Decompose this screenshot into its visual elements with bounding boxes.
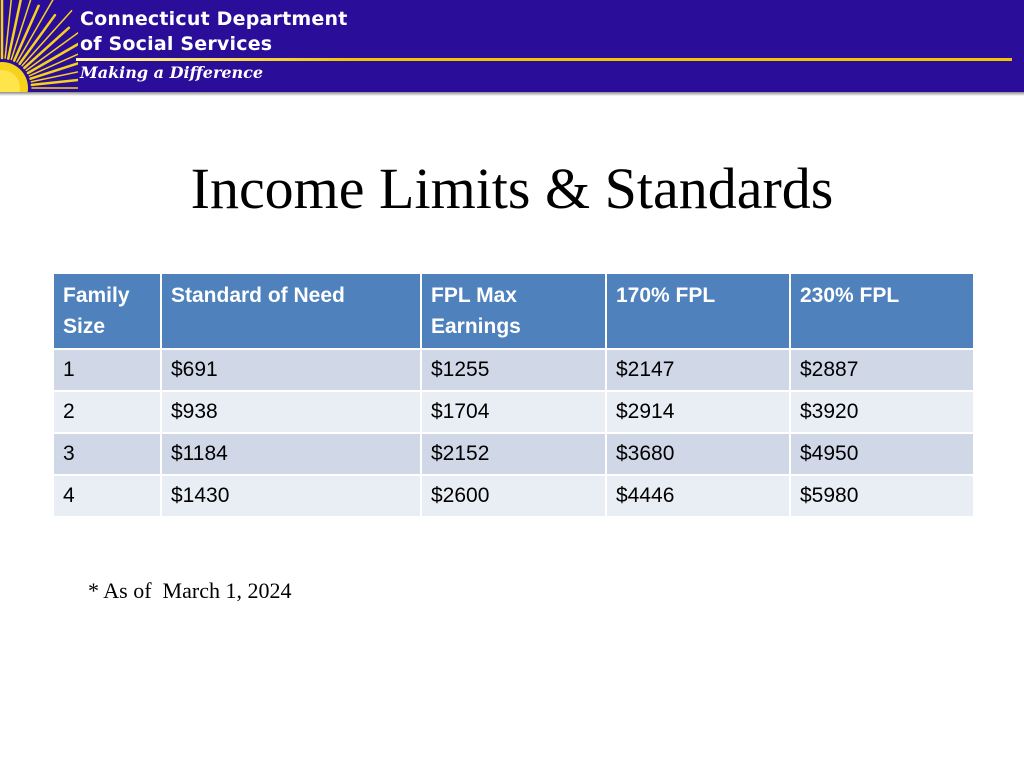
- table-row: [53, 391, 974, 433]
- column-header-230-fpl: 230% FPL: [790, 273, 974, 349]
- table-cell: $3920: [790, 391, 974, 433]
- sunburst-ray: [17, 0, 54, 62]
- table-header-row: [53, 273, 974, 349]
- table-row: [53, 433, 974, 475]
- org-tagline: Making a Difference: [80, 63, 264, 82]
- table-cell: 3: [53, 433, 161, 475]
- table-cell: $3680: [606, 433, 790, 475]
- footnote-date: * As of March 1, 2024: [88, 578, 292, 603]
- table-row: [53, 475, 974, 517]
- sunburst-ray: [22, 11, 72, 66]
- income-limits-table: [52, 272, 975, 518]
- org-name-line-1: Connecticut Department: [80, 8, 348, 30]
- sunburst-ray: [31, 66, 78, 81]
- header-shadow: [0, 92, 1024, 96]
- table-cell: $691: [161, 349, 421, 391]
- table-cell: $2152: [421, 433, 606, 475]
- page-title: Income Limits & Standards: [190, 156, 834, 221]
- sunburst-logo-icon: [0, 0, 78, 92]
- table-cell: $2147: [606, 349, 790, 391]
- table-cell: 1: [53, 349, 161, 391]
- table-cell: $1184: [161, 433, 421, 475]
- table-row: [53, 349, 974, 391]
- table-cell: $2914: [606, 391, 790, 433]
- table-cell: $4446: [606, 475, 790, 517]
- column-header-family-size: Family Size: [53, 273, 161, 349]
- org-name-line-2: of Social Services: [80, 33, 273, 55]
- table-cell: $938: [161, 391, 421, 433]
- header-banner: [0, 0, 1024, 92]
- table-cell: $2600: [421, 475, 606, 517]
- column-header-fpl-max-earnings: FPL Max Earnings: [421, 273, 606, 349]
- column-header-170-fpl: 170% FPL: [606, 273, 790, 349]
- table-cell: $2887: [790, 349, 974, 391]
- table-cell: 2: [53, 391, 161, 433]
- table-cell: 4: [53, 475, 161, 517]
- header-divider-highlight: [76, 58, 356, 61]
- column-header-standard-of-need: Standard of Need: [161, 273, 421, 349]
- table-cell: $4950: [790, 433, 974, 475]
- table-cell: $5980: [790, 475, 974, 517]
- table-cell: $1430: [161, 475, 421, 517]
- table-cell: $1704: [421, 391, 606, 433]
- table-cell: $1255: [421, 349, 606, 391]
